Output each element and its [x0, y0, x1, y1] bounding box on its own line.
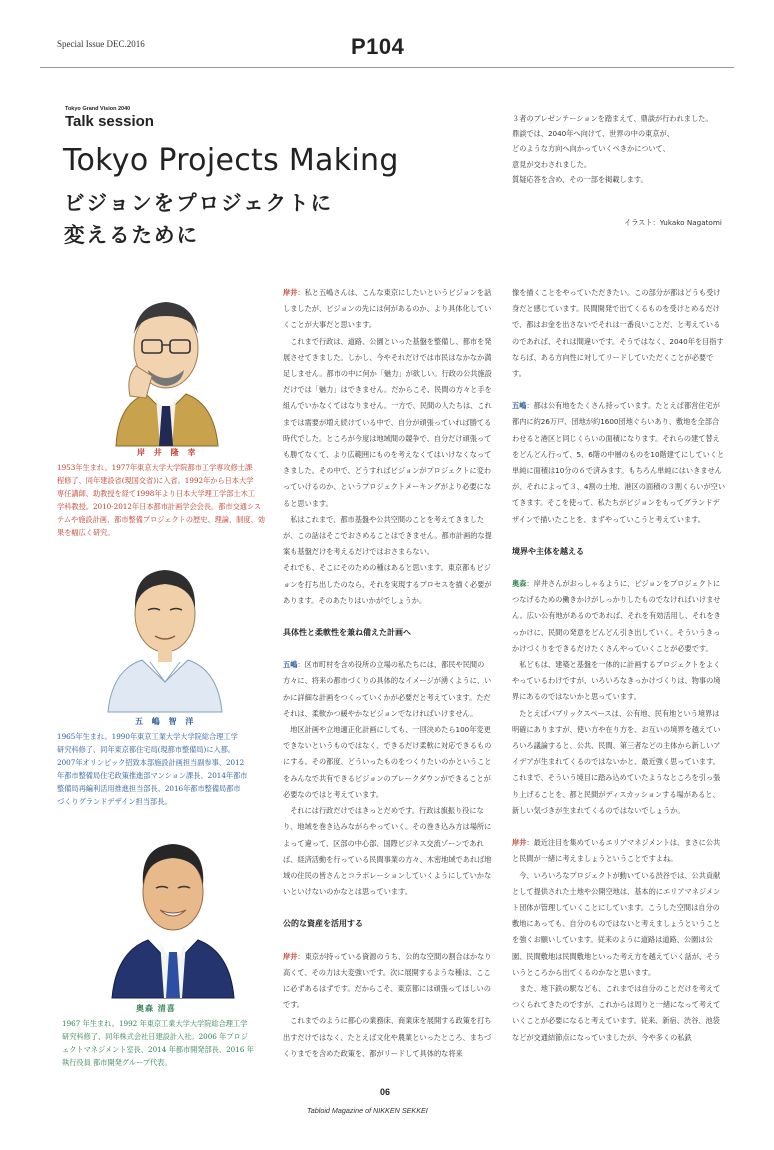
speaker-kishii: 岸井: [283, 288, 298, 297]
paragraph: 私どもは、建築と基盤を一体的に計画するプロジェクトをよくやっているわけですが、いろいろなきっかけづくりは、物事の境界にあるのではないかと思っています。: [512, 660, 721, 702]
paragraph: 岸井：東京が持っている資源のうち、公的な空間の割合はかなり高くて、その力は大変強いです。次に展開するような種は、ここに必ずあるはずです。だからこそ、東京都には頑張ってほしいのです。: [283, 951, 492, 1010]
paragraph: 岸井：私と五嶋さんは、こんな東京にしたいというビジョンを話しましたが、ビジョンの先には何があるのか、より具体化していくことが大事だと思います。: [283, 288, 492, 330]
intro-line: 鼎談では、2040年へ向けて、世界の中の東京が、: [512, 129, 674, 139]
bio-line: 2007年オリンピック招致本部施設計画担当副参事、2012: [57, 758, 245, 767]
intro-line: どのような方向へ向かっていくべきかについて、: [512, 144, 670, 154]
portrait-kishii: [96, 286, 236, 446]
bio-name-goshima: 五 嶋 智 洋: [135, 717, 197, 726]
bio-line: 果を幅広く研究。: [57, 528, 115, 537]
paragraph: 五嶋：区市町村を含め役所の立場の私たちには、都民や民間の方々に、将来の都市づくりの具体的なイメージが湧くように、いかに詳細な計画をつくっていくかが必要だと考えています。ただそれは、柔軟かつ緩やかなビジョンでなければいけません。: [283, 660, 492, 718]
bio-line: 研究科修了、同年株式会社日建設計入社。2006 年プロジ: [62, 1032, 248, 1041]
paragraph: 地区計画や立地適正化計画にしても、一回決めたら100年変更できないというものではなく、できるだけ柔軟に対応できるものにする。その都度、どういったものをつくりたいのかということをみんなで共有できるビジョンのブレークダウンができることが必要なのではと考えています。: [283, 725, 492, 799]
bio-kishii: [57, 461, 279, 539]
subheading: 具体性と柔軟性を兼ね備えた計画へ: [283, 628, 411, 638]
page-number: 06: [380, 1087, 391, 1097]
article-column-2: [512, 285, 726, 1075]
article-column-1: [283, 285, 497, 1075]
paragraph: 今、いろいろなプロジェクトが動いている渋谷では、公共貢献として提供された土地や公開空地は、基本的にエリアマネジメント団体が管理していくことにしています。こうした空間は自分の敷地にあっても、自分のものではないと考えましょうということを強くお願いしています。従来のように道路は道路、公園は公園、民間敷地は民間敷地といった考え方を越えていく話が、そういうところから出てくるのかなと思います。: [512, 870, 721, 977]
paragraph: 像を描くことをやっていただきたい。この部分が都はどうも受け身だと感じています。民間開発で出てくるものを受けとめるだけで、都はお金を出さないでそれは一番良いことだ、と考えているのであれば、それは間違いです。そうではなく、2040年を目指すならば、ある方向性に対してリードしていただくことが必要です。: [512, 288, 724, 379]
paragraph: 五嶋：都は公有地をたくさん持っています。たとえば都営住宅が都内に約26万戸、団地が約1600団地ぐらいあり、敷地を全部合わせると港区と同じくらいの面積になります。それらの建て替えをどんどん行って、5、6階の中層のものを10階建てにしていくと単純に面積は10分の６で済みます。もちろん単純にはいきませんが、それによって３、4割の土地、港区の面積の３割くらいが空いてきます。そこを使って、私たちがビジョンをもってグランドデザインで描いたことを、まずやっていこうと考えています。: [512, 401, 726, 524]
portrait-okumori: [108, 828, 238, 998]
bio-line: 学科教授。2010-2012年日本都市計画学会会長。都市交通シス: [57, 502, 262, 511]
subheading: 境界や主体を越える: [512, 546, 584, 556]
paragraph: それでも、そこにそのための種はあると思います。東京都もビジョンを打ち出したのなら、それを実現するプロセスを描く必要があります。そのあたりはいかがでしょうか。: [283, 563, 492, 605]
bio-goshima: [57, 730, 279, 808]
bio-line: 1953年生まれ。1977年東京大学大学院都市工学専攻修士課: [57, 463, 253, 472]
intro-text: [512, 111, 742, 187]
speaker-goshima: 五嶋: [283, 660, 298, 670]
bio-line: 研究科修了、同年東京都住宅局(現都市整備局)に入都。: [57, 745, 236, 754]
title-english: Tokyo Projects Making: [63, 143, 399, 178]
speaker-goshima: 五嶋: [512, 401, 527, 411]
title-japanese-line-1: ビジョンをプロジェクトに: [64, 191, 334, 215]
issue-label: Special Issue DEC.2016: [57, 39, 145, 49]
header-divider: [40, 67, 734, 68]
paragraph: これまでのように都心の業務床、商業床を展開する政策を打ち出すだけではなく、たとえば文化や農業といったところ、まちづくりまでを含めた政策を、都がリードして具体的な将来: [283, 1016, 492, 1058]
speaker-kishii: 岸井: [512, 838, 527, 848]
bio-name-okumori: 奥森 清喜: [136, 1004, 176, 1013]
speaker-okumori: 奥森: [512, 579, 527, 589]
intro-line: 質疑応答を含め、その一部を掲載します。: [512, 174, 648, 184]
title-japanese-line-2: 変えるために: [64, 223, 199, 247]
bio-line: 1965年生まれ。1990年東京工業大学大学院総合理工学: [57, 732, 238, 741]
subheading: 公的な資産を活用する: [283, 919, 363, 929]
intro-line: ３者のプレゼンテーションを踏まえて、鼎談が行われました。: [512, 114, 713, 123]
kicker: Tokyo Grand Vision 2040: [65, 106, 131, 112]
intro-line: 意見が交わされました。: [512, 159, 592, 169]
title-japanese: [64, 187, 464, 251]
paragraph: これまで行政は、道路、公園といった基盤を整備し、都市を発展させてきました。しかし、今やそれだけでは市民はなかなか満足しません。都市の中に何か「魅力」が欲しい。行政の公共施設だけでは「魅力」はできません。だからこそ、民間の方々と手を組んでいかなくてはなりません。一方で、民間の人たちは、これまでは需要が増え続けている中で、自分が頑張っていれば勝てる時代でした。ところが今度は地域間の競争で、自分だけ頑張っても勝てなくて、より広範囲にものを考えなくてはいけなくなってきました。その中で、どうすればビジョンがプロジェクトに変わっていけるのか、というプロジェクトメーキングがより必要になると思います。: [283, 336, 492, 508]
paragraph: 岸井：最近注目を集めているエリアマネジメントは、まさに公共と民間が一緒に考えましょうということですよね。: [512, 838, 721, 864]
section-label: Talk session: [65, 113, 154, 130]
speaker-kishii: 岸井: [283, 951, 298, 961]
magazine-name: Tabloid Magazine of NIKKEN SEKKEI: [307, 1106, 428, 1115]
paragraph: また、地下鉄の駅なども、これまでは自分のことだけを考えてつくられてきたのですが、これからは周りと一緒になって考えていくことが必要になると考えています。従来、新宿、渋谷、池袋などが交通結節点になっていましたが、今や多くの私鉄: [512, 983, 721, 1042]
bio-line: 整備局再編利活用推進担当部長、2016年都市整備局都市: [57, 784, 241, 793]
bio-line: 1967 年生まれ。1992 年東京工業大学大学院総合理工学: [62, 1019, 248, 1028]
paragraph: 私はこれまで、都市基盤や公共空間のことを考えてきましたが、この話はそこでおさめることはできません。都市計画的な提案も基盤だけを考えるだけではおさまらない。: [283, 514, 492, 557]
bio-line: 程修了、同年建設省(現国交省)に入省。1992年から日本大学: [57, 476, 254, 485]
portrait-goshima: [100, 552, 230, 712]
paragraph: 奥森：岸井さんがおっしゃるように、ビジョンをプロジェクトにつなげるための働きかけがしっかりしたものでなければいけません。広い公有地があるのであれば、それを有効活用し、それをきっかけに、民間の発意をどんどん引き出していく。そういうきっかけづくりをできるだけたくさんやっていくことが必要です。: [512, 579, 721, 653]
bio-line: ェクトマネジメント室長、2014 年都市開発部長、2016 年: [62, 1045, 254, 1054]
illustration-credit: イラスト：Yukako Nagatomi: [624, 218, 722, 227]
page-label: P104: [351, 34, 405, 59]
paragraph: それには行政だけではきっとだめです。行政は旗振り役になり、地域を巻き込みながらやっていく。その巻き込み方は場所によって違って、区部の中心部、国際ビジネス交流ゾーンであれば、経済活動を行っている民間事業の方々、木密地域であれば地域の住民の皆さんとコラボレーションしていくようにしていかないといけないのかなとは思っています。: [283, 806, 492, 897]
bio-line: 年都市整備局住宅政策推進部マンション課長、2014年都市: [57, 771, 248, 780]
paragraph: たとえばパブリックスペースは、公有地、民有地という境界は明確にありますが、使い方や在り方を、お互いの境界を越えていろいろ議論すると、公共、民間、第三者などの主体から新しいアイデアが生まれてくるのではないかと、最近強く思っています。これまで、そういう境目に踏み込めていたようなところを引っ張り上げることを、都と民間がディスカッションする場があると、新しい気づきが生まれてくるのではないでしょうか。: [512, 708, 721, 815]
bio-name-kishii: 岸 井 隆 幸: [137, 448, 199, 457]
bio-okumori: [62, 1017, 284, 1069]
bio-line: 執行役員 都市開発グループ代表。: [62, 1058, 172, 1067]
bio-line: づくりグランドデザイン担当部長。: [57, 797, 172, 806]
bio-line: 専任講師、助教授を経て1998年より日本大学理工学部土木工: [57, 489, 255, 498]
bio-line: テムや施設計画、都市整備プロジェクトの歴史、理論、制度、効: [57, 515, 265, 524]
